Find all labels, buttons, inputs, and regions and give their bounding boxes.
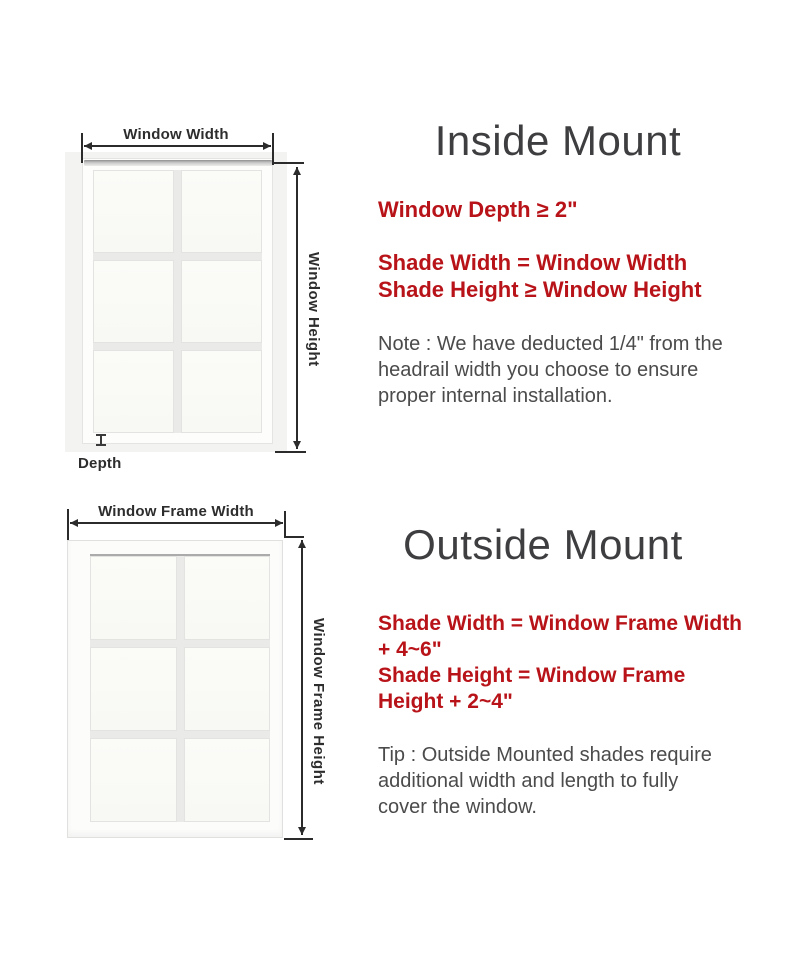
window-pane (93, 260, 174, 343)
outside-rule-line: + 4~6" (378, 638, 442, 661)
window-frame-width-arrow (70, 522, 283, 524)
outside-tip-line: cover the window. (378, 796, 537, 818)
outside-size-rules (378, 611, 742, 715)
outside-tip-line: Tip : Outside Mounted shades require (378, 744, 712, 766)
dimension-tick (284, 511, 286, 538)
inside-note (378, 331, 778, 409)
inside-size-rules (378, 249, 702, 303)
dimension-tick (67, 509, 69, 540)
outside-mount-title: Outside Mount (403, 521, 683, 568)
inside-rule-height: Shade Height ≥ Window Height (378, 277, 702, 302)
window-panes-grid (93, 170, 262, 433)
inside-mount-title: Inside Mount (434, 117, 682, 164)
depth-measure-mark (96, 434, 106, 446)
window-pane (93, 350, 174, 433)
outside-tip-line: additional width and length to fully (378, 770, 679, 792)
window-pane (90, 647, 177, 731)
dimension-tick (275, 451, 306, 453)
window-pane (93, 170, 174, 253)
window-width-label: Window Width (123, 126, 229, 143)
window-frame-height-label: Window Frame Height (310, 618, 327, 785)
window-frame-height-arrow (301, 540, 303, 835)
window-height-label: Window Height (305, 252, 322, 367)
inside-depth-rule: Window Depth ≥ 2" (378, 197, 578, 222)
inside-note-line: proper internal installation. (378, 385, 613, 407)
window-panes-grid (90, 554, 270, 822)
inside-note-line: Note : We have deducted 1/4" from the (378, 333, 723, 355)
depth-label: Depth (78, 455, 122, 472)
window-frame-width-label: Window Frame Width (98, 503, 254, 520)
window-pane (90, 556, 177, 640)
outside-rule-line: Height + 2~4" (378, 690, 513, 713)
dimension-tick (81, 133, 83, 163)
dimension-tick (284, 838, 313, 840)
outside-rule-line: Shade Height = Window Frame (378, 664, 686, 687)
outside-tip (378, 742, 778, 820)
dimension-tick (272, 133, 274, 165)
inside-rule-width: Shade Width = Window Width (378, 250, 688, 275)
shade-headrail (84, 160, 272, 166)
dimension-corner-line (285, 536, 304, 538)
dimension-corner-line (273, 162, 304, 164)
inside-note-line: headrail width you choose to ensure (378, 359, 699, 381)
outside-rule-line: Shade Width = Window Frame Width (378, 612, 743, 635)
window-pane (181, 350, 262, 433)
window-width-arrow (84, 145, 271, 147)
window-pane (184, 556, 271, 640)
window-pane (181, 260, 262, 343)
window-pane (181, 170, 262, 253)
window-pane (184, 738, 271, 822)
window-pane (184, 647, 271, 731)
window-height-arrow (296, 167, 298, 449)
window-pane (90, 738, 177, 822)
